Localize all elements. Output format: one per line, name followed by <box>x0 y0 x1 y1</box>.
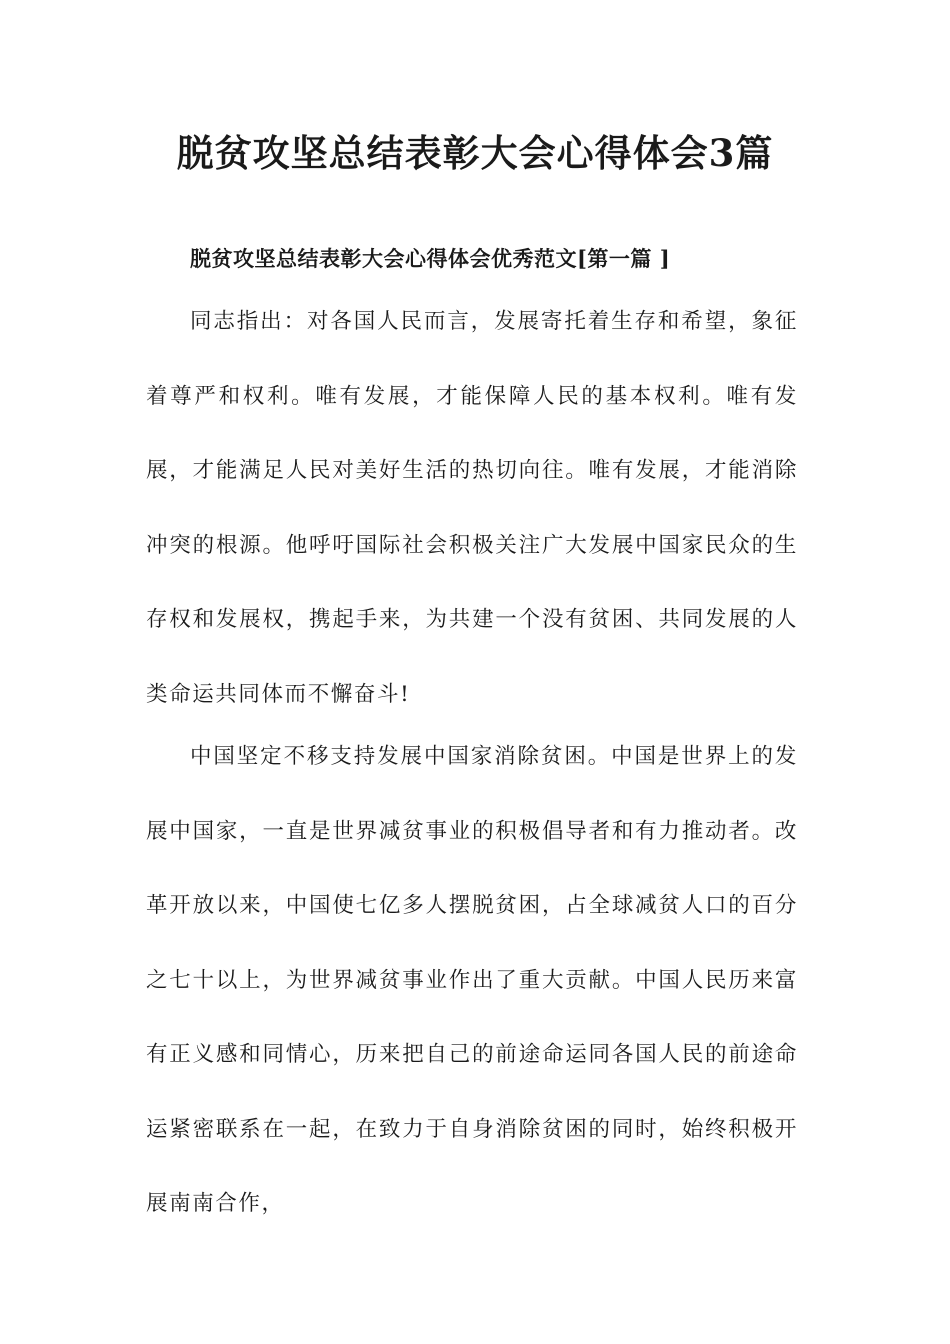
section-heading: 脱贫攻坚总结表彰大会心得体会优秀范文[第一篇 ] <box>190 246 671 271</box>
document-title: 脱贫攻坚总结表彰大会心得体会3篇 <box>176 131 774 175</box>
body-paragraph-1: 同志指出：对各国人民而言，发展寄托着生存和希望，象征着尊严和权利。唯有发展，才能保障人民的基本权利。唯有发展，才能满足人民对美好生活的热切向往。唯有发展，才能消除冲突的根源。他呼吁国际社会积极关注广大发展中国家民众的生存权和发展权，携起手来，为共建一个没有贫困、共同发展的人类命运共同体而不懈奋斗! <box>146 309 798 707</box>
body-paragraph-2: 中国坚定不移支持发展中国家消除贫困。中国是世界上的发展中国家，一直是世界减贫事业的积极倡导者和有力推动者。改革开放以来，中国使七亿多人摆脱贫困，占全球减贫人口的百分之七十以上，为世界减贫事业作出了重大贡献。中国人民历来富有正义感和同情心，历来把自己的前途命运同各国人民的前途命运紧密联系在一起，在致力于自身消除贫困的同时，始终积极开展南南合作， <box>146 744 798 1216</box>
